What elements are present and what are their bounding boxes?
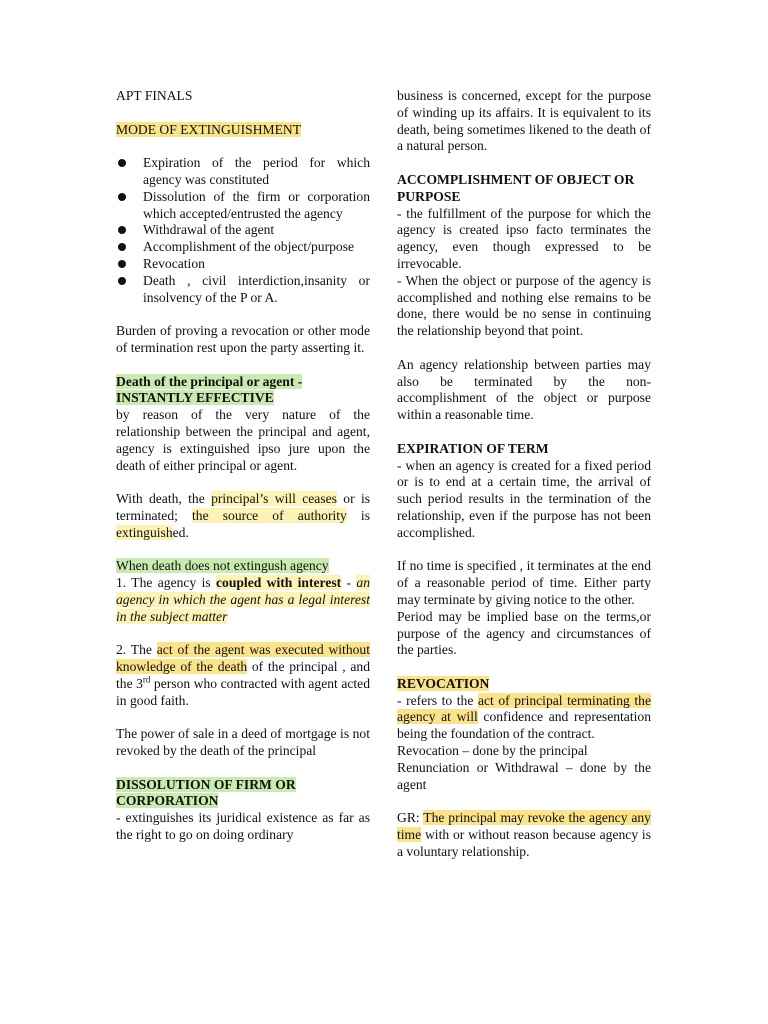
list-item: Withdrawal of the agent [116, 222, 370, 239]
dissolution-heading-2: CORPORATION [116, 793, 219, 809]
with-death-paragraph: With death, the principal’s will ceases or is terminated; the source of authority is extinguished. [116, 491, 371, 540]
death-body: by reason of the very nature of the relationship between the principal and agent, agency is extinguished ipso jure upon the death of either principal or agent. [116, 407, 370, 473]
left-column [116, 88, 370, 844]
list-item: Revocation [116, 256, 370, 273]
act-of-agent-item: 2. The act of the agent was executed without knowledge of the death of the principal , and the 3rd person who contracted with agent acted in good faith. [116, 642, 370, 708]
no-time-paragraph: If no time is specified , it terminates at the end of a reasonable period of time. Either party may terminate by giving notice to the other. [397, 558, 651, 607]
modes-list [116, 155, 370, 306]
list-item: Death , civil interdiction,insanity or insolvency of the P or A. [116, 273, 370, 307]
death-heading-2: INSTANTLY EFFECTIVE [116, 390, 274, 406]
when-death-heading: When death does not extingush agency [116, 558, 329, 574]
revocation-definition: - refers to the act of principal terminating the agency at will confidence and representation being the foundation of the contract. [397, 692, 651, 742]
non-accomplishment-paragraph: An agency relationship between parties may also be terminated by the non-accomplishment of the object or purpose within a reasonable time. [397, 356, 651, 423]
burden-paragraph: Burden of proving a revocation or other mode of termination rest upon the party asserting it. [116, 323, 370, 355]
expiration-heading: EXPIRATION OF TERM [397, 440, 549, 456]
mode-heading: MODE OF EXTINGUISHMENT [116, 121, 302, 137]
implied-period-paragraph: Period may be implied base on the terms,or purpose of the agency and circumstances of the parties. [397, 608, 651, 658]
dissolution-body: - extinguishes its juridical existence as far as the right to go on doing ordinary [116, 810, 370, 843]
coupled-interest-item: 1. The agency is coupled with interest - an agency in which the agent has a legal interest in the subject matter [116, 575, 370, 624]
accomplishment-paragraph-1: - the fulfillment of the purpose for which the agency is created ipso facto terminates the agency, even though expressed to be irrevocable. [397, 205, 651, 271]
accomplishment-paragraph-2: - When the object or purpose of the agency is accomplished and nothing else remains to be done, there would be no sense in continuing the relationship beyond that point. [397, 272, 651, 339]
dissolution-heading: DISSOLUTION OF FIRM OR [116, 776, 296, 792]
list-item: Accomplishment of the object/purpose [116, 239, 370, 256]
expiration-body: - when an agency is created for a fixed period or is to end at a certain time, the arrival of such period results in the termination of the relationship, even if the purpose has not been accomplished. [397, 457, 651, 540]
list-item: Expiration of the period for which agency was constituted [116, 155, 370, 189]
accomplishment-heading: ACCOMPLISHMENT OF OBJECT OR PURPOSE [397, 171, 635, 204]
renunciation-by-agent: Renunciation or Withdrawal – done by the agent [397, 759, 651, 792]
general-rule-paragraph: GR: The principal may revoke the agency any time with or without reason because agency is a voluntary relationship. [397, 810, 651, 859]
revocation-by-principal: Revocation – done by the principal [397, 743, 588, 759]
death-heading: Death of the principal or agent - [116, 373, 303, 389]
continuation-paragraph: business is concerned, except for the purpose of winding up its affairs. It is equivalent to its death, being sometimes likened to the death of a natural person. [397, 88, 651, 154]
revocation-heading: REVOCATION [397, 675, 490, 691]
right-column [397, 88, 651, 861]
power-of-sale-paragraph: The power of sale in a deed of mortgage is not revoked by the death of the principal [116, 726, 370, 759]
list-item: Dissolution of the firm or corporation which accepted/entrusted the agency [116, 189, 370, 223]
document-title: APT FINALS [116, 88, 193, 103]
